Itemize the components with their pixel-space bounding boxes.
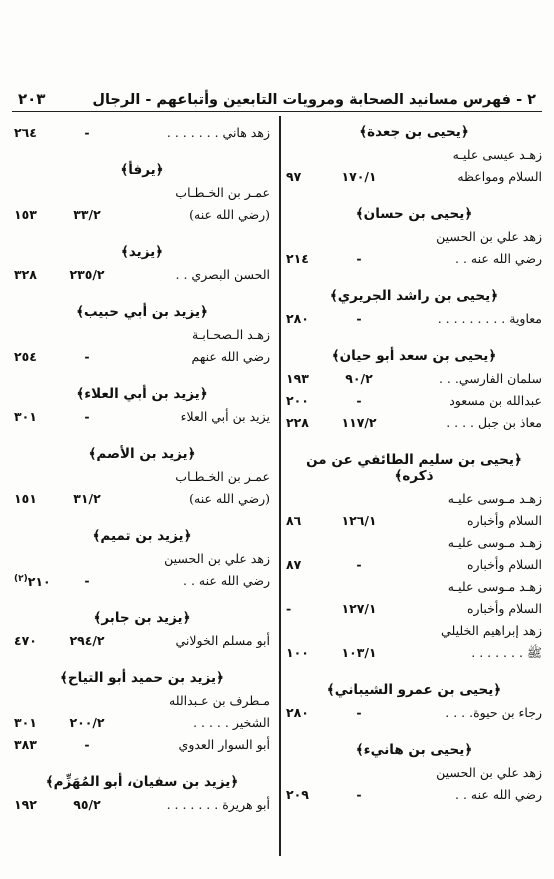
- page-ref-value: ٢١٠: [27, 574, 51, 590]
- index-line: [286, 390, 542, 412]
- line-text: رضي الله عنه . .: [455, 787, 542, 802]
- entry-heading: ﴿يحيى بن عمرو الشيباني﴾: [326, 682, 502, 698]
- index-line: [14, 734, 270, 756]
- page-ref: ٩٧: [286, 169, 302, 184]
- volume-ref: ٢٣٥/٢: [69, 267, 105, 282]
- line-text: السلام وأخباره: [466, 557, 542, 572]
- entry-heading: ﴿يزيد بن سفيان، أبو المُهَزِّم﴾: [45, 774, 239, 790]
- volume-ref: -: [84, 125, 90, 140]
- volume-ref: -: [84, 737, 90, 752]
- volume-ref: -: [84, 573, 90, 588]
- index-line: [286, 598, 542, 620]
- page-ref: ٢٥٤: [14, 349, 37, 364]
- column-divider: [279, 116, 281, 856]
- volume-ref: ٢٠٠/٢: [69, 715, 105, 730]
- page-ref: [14, 568, 58, 593]
- line-text: الحسن البصري . .: [175, 267, 270, 282]
- page-ref: ١٠٠: [286, 645, 309, 660]
- index-line: [14, 570, 270, 592]
- volume-ref: ١٢٦/١: [341, 513, 377, 528]
- line-text: معاوية . . . . . . . . .: [437, 311, 542, 326]
- entry-heading: ﴿يزيد بن تميم﴾: [92, 528, 192, 544]
- line-text: رضي الله عنه . .: [455, 251, 542, 266]
- entry-heading: ﴿يزيد بن أبي حبيب﴾: [76, 304, 208, 320]
- entry-heading: ﴿يزيد بن الأصم﴾: [88, 446, 196, 462]
- page-header: [12, 78, 542, 112]
- entry-subject: زهد علي بن الحسين: [436, 229, 542, 244]
- volume-ref: ٣١/٢: [73, 491, 101, 506]
- line-text: سلمان الفارسي. . .: [438, 371, 542, 386]
- page-ref: ٢١٤: [286, 251, 309, 266]
- line-text: أبو السوار العدوي: [178, 737, 270, 752]
- line-text: السلام وأخباره: [466, 513, 542, 528]
- index-line: [14, 264, 270, 286]
- line-text: أبو هريرة . . . . . . .: [166, 797, 270, 812]
- entry-subject: زهـد الـصحـابـة: [192, 327, 270, 342]
- entry-subject: زهد علي بن الحسين: [436, 765, 542, 780]
- page-ref: ٨٦: [286, 513, 302, 528]
- index-line: [286, 248, 542, 270]
- line-text: السلام ومواعظه: [457, 169, 542, 184]
- index-line: [14, 406, 270, 428]
- page-ref: ١٩٣: [286, 371, 309, 386]
- index-line: [286, 702, 542, 724]
- index-line: [286, 368, 542, 390]
- index-line: [14, 488, 270, 510]
- entry-heading: ﴿يحيى بن سعد أبو حيان﴾: [331, 348, 497, 364]
- index-line: [14, 712, 270, 734]
- volume-ref: -: [356, 251, 362, 266]
- entry-subject: عمـر بن الخـطـاب: [175, 469, 270, 484]
- entry-heading: ﴿يحيى بن حسان﴾: [355, 206, 473, 222]
- page-ref: ٢٦٤: [14, 125, 37, 140]
- page-ref: ٢٨٠: [286, 311, 309, 326]
- page-ref: ٣٨٣: [14, 737, 37, 752]
- entry-heading: ﴿يزيد﴾: [120, 244, 164, 260]
- volume-ref: -: [356, 705, 362, 720]
- page-ref: ٣٠١: [14, 715, 37, 730]
- index-line: [286, 166, 542, 188]
- left-column: [14, 116, 270, 851]
- volume-ref: ٩٥/٢: [73, 797, 101, 812]
- line-text: (رضي الله عنه): [189, 207, 270, 222]
- line-text: السلام وأخباره: [466, 601, 542, 616]
- entry-heading: ﴿يزيد بن جابر﴾: [93, 610, 191, 626]
- index-line: [286, 510, 542, 532]
- volume-ref: ٢٩٤/٢: [69, 633, 105, 648]
- entry-heading: ﴿يزيد بن أبي العلاء﴾: [76, 386, 208, 402]
- entry-subject: زهد علي بن الحسين: [164, 551, 270, 566]
- volume-ref: -: [84, 409, 90, 424]
- page-number: ٢٠٣: [18, 90, 46, 108]
- page-ref: ١٥٣: [14, 207, 37, 222]
- page-ref: ١٥١: [14, 491, 37, 506]
- volume-ref: ١١٧/٢: [341, 415, 377, 430]
- volume-ref: ١٧٠/١: [341, 169, 377, 184]
- page-ref: ٤٧٠: [14, 633, 37, 648]
- index-line: [286, 642, 542, 664]
- entry-subject: عمـر بن الخـطـاب: [175, 185, 270, 200]
- entry-subject: زهـد مـوسى عليـه: [447, 535, 542, 550]
- entry-heading: ﴿يحيى بن سليم الطائفي عن من ذكره﴾: [306, 452, 522, 484]
- index-line: [14, 346, 270, 368]
- line-text: معاذ بن جبل . . . .: [446, 415, 542, 430]
- volume-ref: ٣٣/٢: [73, 207, 101, 222]
- line-text: عبدالله بن مسعود: [449, 393, 542, 408]
- index-line: [286, 784, 542, 806]
- page-ref: ٢٢٨: [286, 415, 309, 430]
- volume-ref: -: [356, 557, 362, 572]
- volume-ref: ٩٠/٢: [345, 371, 373, 386]
- entry-heading: ﴿يحيى بن هانيء﴾: [355, 742, 473, 758]
- index-line: [14, 122, 270, 144]
- index-line: [286, 412, 542, 434]
- page-ref: ٢٠٩: [286, 787, 309, 802]
- entry-subject: مـطرف بن عـبدالله: [169, 693, 270, 708]
- page-ref: ٢٠٠: [286, 393, 309, 408]
- line-text: (رضي الله عنه): [189, 491, 270, 506]
- running-title: ٢ - فهرس مسانيد الصحابة ومرويات التابعين وأتباعهم - الرجال: [92, 92, 536, 108]
- entry-heading: ﴿يزيد بن حميد أبو التياح﴾: [60, 670, 224, 686]
- volume-ref: -: [356, 393, 362, 408]
- entry-heading: ﴿يحيى بن جعدة﴾: [359, 124, 469, 140]
- page-ref: ٨٧: [286, 557, 302, 572]
- volume-ref: ١٠٣/١: [341, 645, 377, 660]
- line-text: رضي الله عنهم: [191, 349, 270, 364]
- page-ref: ١٩٢: [14, 797, 37, 812]
- volume-ref: -: [84, 349, 90, 364]
- line-text: زهد هاني . . . . . . .: [166, 125, 270, 140]
- line-text: ﷺ . . . . . . .: [471, 645, 542, 660]
- footnote-marker: (٢): [14, 574, 28, 585]
- volume-ref: -: [356, 787, 362, 802]
- index-line: [14, 794, 270, 816]
- line-text: رضي الله عنه . .: [183, 573, 270, 588]
- entry-subject: زهد إبراهيم الخليلي: [441, 623, 542, 638]
- entry-subject: زهـد عيسى عليـه: [452, 147, 542, 162]
- entry-subject: زهـد مـوسى عليـه: [447, 579, 542, 594]
- page-ref: ٣٢٨: [14, 267, 37, 282]
- line-text: أبو مسلم الخولاني: [175, 633, 270, 648]
- entry-heading: ﴿يحيى بن راشد الجريري﴾: [329, 288, 499, 304]
- volume-ref: ١٢٧/١: [341, 601, 377, 616]
- index-line: [286, 308, 542, 330]
- page-ref: ٢٨٠: [286, 705, 309, 720]
- line-text: الشخير . . . . .: [193, 715, 270, 730]
- line-text: يزيد بن أبي العلاء: [180, 409, 270, 424]
- index-line: [14, 630, 270, 652]
- entry-subject: زهـد مـوسى عليـه: [447, 491, 542, 506]
- line-text: رجاء بن حيوة. . . .: [445, 705, 542, 720]
- page-ref: -: [286, 601, 292, 616]
- right-column: [286, 116, 542, 851]
- volume-ref: -: [356, 311, 362, 326]
- index-line: [286, 554, 542, 576]
- index-line: [14, 204, 270, 226]
- page-ref: ٣٠١: [14, 409, 37, 424]
- entry-heading: ﴿يرفأ﴾: [120, 162, 164, 178]
